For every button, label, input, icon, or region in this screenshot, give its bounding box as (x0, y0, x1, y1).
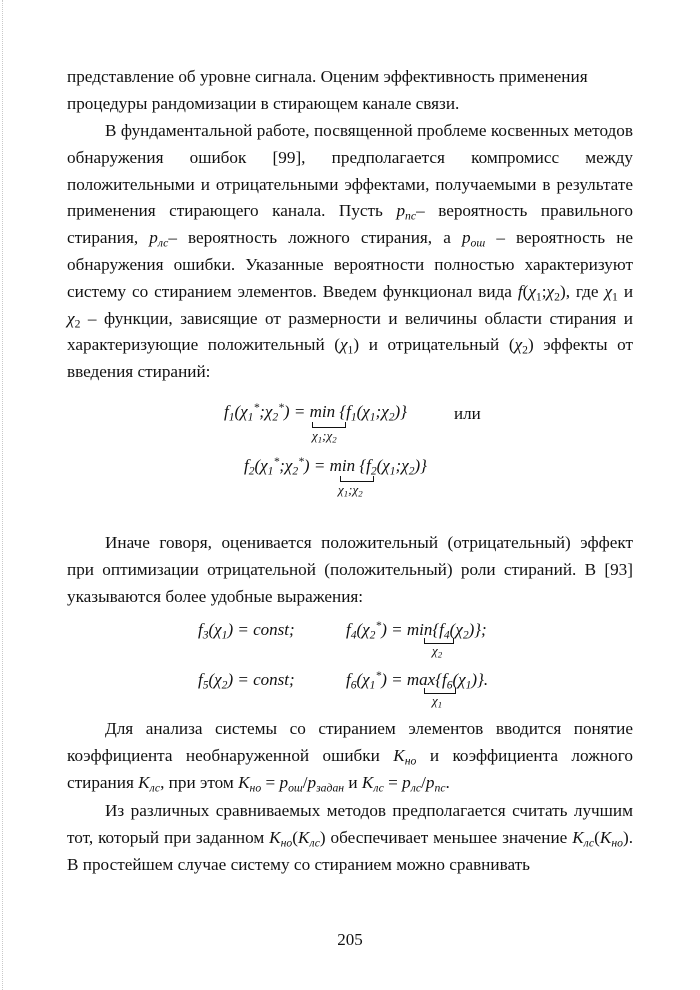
equation-f1: $f_1(\chi_1^*;\chi_2^*) = \min$ $\{f_1(\chi_1;\chi_2)\}$ (224, 401, 407, 424)
equation-or: или (454, 404, 481, 423)
paragraph-2: В фундаментальной работе, посвященной проблеме косвенных методов обнаружения ошибок [99], предполагается компромисс между положительными и отрицательными эффектами, получаемыми в результате применения стирающего канала. Пусть $p_{пс}-$ вероятность правильного стирания, $p_{лс}-$ вероятность ложного стирания, а $p_{ош}$ – вероятность не обнаружения ошибки. Указанные вероятности полностью характеризуют систему со стиранием элементов. Введем функционал вида $f(\chi_1;\chi_2)$, где $\chi_1$ и $\chi_2$ – функции, зависящие от размерности и величины области стирания и характеризующие положительный $(\chi_1)$ и отрицательный $(\chi_2)$ эффекты от введения стираний: (67, 121, 634, 382)
scan-edge-line (2, 0, 4, 990)
paragraph-1 (67, 64, 633, 118)
equation-f6: $f_6(\chi_1^*) = \max\{f_6(\chi_1)\}$. (346, 669, 489, 692)
equation-f5: $f_5(\chi_2)$ = const; (198, 670, 295, 692)
under-label: $\chi_1$ (432, 693, 443, 710)
equation-f4: $f_4(\chi_2^*) = \min\{f_4(\chi_2)\}$; (346, 619, 487, 642)
paragraph-4: Для анализа системы со стиранием элементов вводится понятие коэффициента необнаруженной ошибки $K_{но}$ и коэффициента ложного стирания $K_{лс}$, при этом $K_{но} = p_{ош}/p_{задан}$ и $K_{лс} = p_{лс}/p_{пс}$. (67, 719, 633, 795)
under-label: $\chi_1;\chi_2$ (312, 428, 337, 445)
equation-f3: $f_3(\chi_1)$ = const; (198, 620, 295, 642)
equation-f2: $f_2(\chi_1^*;\chi_2^*) = \min$ $\{f_2(\chi_1;\chi_2)\}$ (244, 455, 427, 478)
under-label: $\chi_1;\chi_2$ (338, 482, 363, 499)
under-label: $\chi_2$ (432, 643, 443, 660)
p1-line-1: представление об уровне сигнала. Оценим эффективность применения (67, 67, 588, 86)
p1-line-2: процедуры рандомизации в стирающем канале связи. (67, 93, 460, 113)
paragraph-5: Из различных сравниваемых методов предполагается считать лучшим тот, который при заданном $K_{но}(K_{лс})$ обеспечивает меньшее значение $K_{лс}(K_{но})$. В простейшем случае систему со стиранием можно сравнивать (67, 801, 633, 874)
page-number: 205 (337, 930, 363, 949)
paragraph-3: Иначе говоря, оценивается положительный (отрицательный) эффект при оптимизации отрицательной (положительный) роли стираний. В [93] указываются более удобные выражения: (67, 533, 633, 606)
